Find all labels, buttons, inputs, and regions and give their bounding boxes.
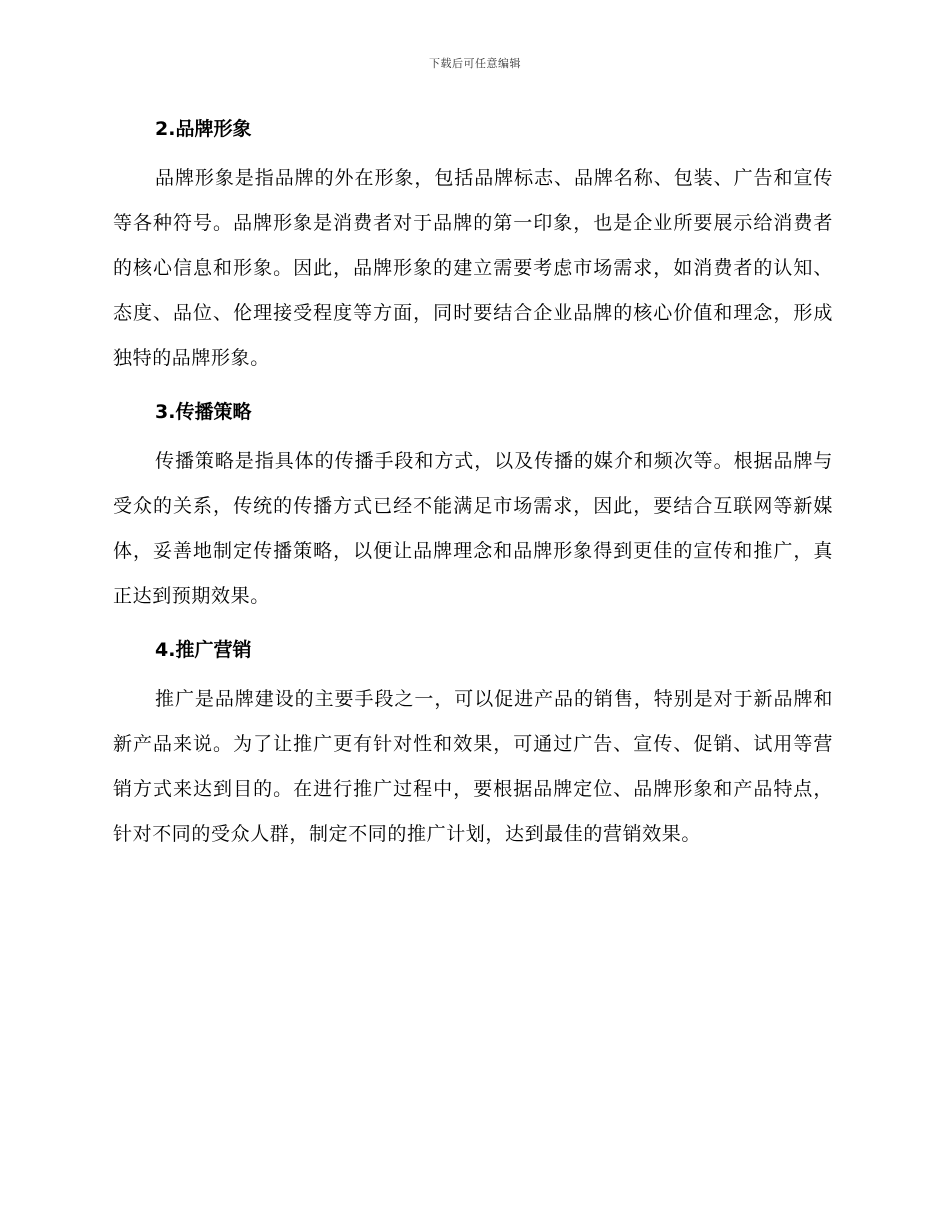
section-promotion-marketing: [113, 633, 833, 857]
section-brand-image: [113, 112, 833, 381]
section-paragraph: 推广是品牌建设的主要手段之一，可以促进产品的销售，特别是对于新品牌和新产品来说。为了让推广更有针对性和效果，可通过广告、宣传、促销、试用等营销方式来达到目的。在进行推广过程中，要根据品牌定位、品牌形象和产品特点，针对不同的受众人群，制定不同的推广计划，达到最佳的营销效果。: [113, 688, 833, 845]
section-heading: 2.品牌形象: [155, 118, 252, 140]
section-communication-strategy: [113, 395, 833, 619]
section-heading: 3.传播策略: [155, 401, 252, 423]
section-heading: 4.推广营销: [155, 639, 252, 661]
page-header: 下载后可任意编辑: [429, 57, 521, 70]
section-paragraph: 传播策略是指具体的传播手段和方式，以及传播的媒介和频次等。根据品牌与受众的关系，传统的传播方式已经不能满足市场需求，因此，要结合互联网等新媒体，妥善地制定传播策略，以便让品牌理念和品牌形象得到更佳的宣传和推广，真正达到预期效果。: [113, 450, 833, 607]
document-body: [113, 112, 833, 871]
section-paragraph: 品牌形象是指品牌的外在形象，包括品牌标志、品牌名称、包装、广告和宣传等各种符号。品牌形象是消费者对于品牌的第一印象，也是企业所要展示给消费者的核心信息和形象。因此，品牌形象的建立需要考虑市场需求，如消费者的认知、态度、品位、伦理接受程度等方面，同时要结合企业品牌的核心价值和理念，形成独特的品牌形象。: [113, 167, 833, 369]
